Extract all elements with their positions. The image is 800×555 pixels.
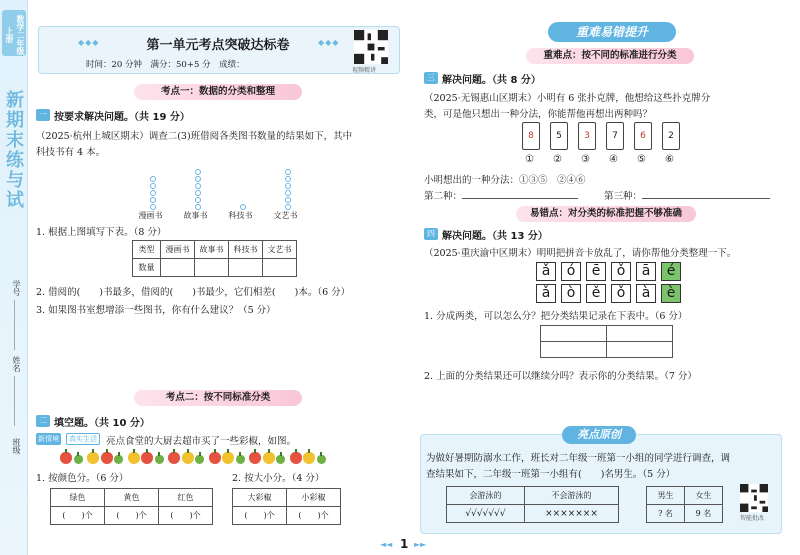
side-label-student-number: 学号: [12, 280, 21, 296]
chart-dot: [285, 190, 291, 196]
new-context-badge: 新情境: [38, 435, 59, 443]
section-1-intro-cont: 科技书有 4 本。: [36, 147, 106, 158]
side-rule: [14, 376, 15, 426]
table-header-cell: 漫画书: [161, 241, 195, 259]
pinyin-tile: ě: [586, 284, 606, 303]
table-row-label: 数量: [133, 259, 161, 277]
pinyin-tile: ē: [586, 262, 606, 281]
pepper-stem: [268, 449, 270, 453]
pepper-icon: [303, 452, 315, 464]
question-1: 1. 根据上图填写下表。（8 分）: [36, 227, 167, 238]
chart-dot: [195, 190, 201, 196]
pepper-icon: [236, 455, 245, 464]
answer-cell[interactable]: [229, 259, 263, 277]
pepper-icon: [182, 452, 194, 464]
two-category-table: [540, 325, 673, 358]
pepper-icon: [249, 452, 261, 464]
second-way-label: 第二种：: [424, 191, 463, 202]
table-header-cell: 绿色: [51, 489, 105, 507]
answer-cell[interactable]: [161, 259, 195, 277]
pepper-stem: [173, 449, 175, 453]
pepper-icon: [263, 452, 275, 464]
chart-dot: [195, 197, 201, 203]
table-header-cell: 大彩椒: [233, 489, 287, 507]
pepper-icon: [87, 452, 99, 464]
answer-line[interactable]: [642, 198, 770, 199]
pepper-stem: [133, 449, 135, 453]
table-cell: ? 名: [647, 505, 685, 523]
question-3: 3. 如果图书室想增添一些图书，你有什么建议？（5 分）: [36, 305, 276, 316]
chart-dot: [150, 197, 156, 203]
pepper-stem: [308, 449, 310, 453]
pepper-icon: [317, 455, 326, 464]
chart-category-label: 文艺书: [273, 211, 298, 220]
pepper-stem: [214, 449, 216, 453]
card-number-label: ②: [553, 154, 562, 165]
pinyin-tile: ó: [561, 262, 581, 281]
section-number-icon: 三: [424, 72, 438, 84]
chart-dot: [285, 176, 291, 182]
card-number-label: ⑤: [637, 154, 646, 165]
right-banner: 重难易错提升: [548, 22, 676, 42]
pepper-stem: [254, 449, 256, 453]
pinyin-tile-row-1: [536, 262, 686, 282]
pepper-icon: [141, 452, 153, 464]
pepper-icon: [155, 455, 164, 464]
pinyin-tile: ǎ: [536, 262, 556, 281]
table-header-cell: 不会游泳的: [525, 487, 619, 505]
card-number-label: ⑥: [665, 154, 674, 165]
table-header-cell: 红色: [159, 489, 213, 507]
answer-cell[interactable]: [541, 342, 607, 358]
pinyin-tile: ò: [561, 284, 581, 303]
pepper-icon: [128, 452, 140, 464]
highlight-text-1: 为做好暑期防溺水工作，班长对二年级一班第一小组的同学进行调查，调: [426, 453, 731, 464]
poker-card: 3: [578, 122, 596, 150]
answer-cell[interactable]: [607, 342, 673, 358]
size-table: [232, 488, 341, 525]
highlight-text-2: 查结果如下，二年级一班第一小组有( )名男生。（5 分）: [426, 469, 676, 480]
chart-dot: [285, 197, 291, 203]
answer-cell[interactable]: ( )个: [233, 507, 287, 525]
chart-dot: [150, 190, 156, 196]
answer-cell[interactable]: [607, 326, 673, 342]
section-number-icon: 二: [36, 415, 50, 427]
answer-cell[interactable]: ( )个: [105, 507, 159, 525]
third-way-label: 第三种：: [604, 191, 643, 202]
answer-cell[interactable]: ( )个: [287, 507, 341, 525]
title-decoration: ◆◆◆: [318, 38, 340, 47]
pepper-icon: [168, 452, 180, 464]
section-1-title: 按要求解决问题。（共 19 分）: [54, 112, 190, 123]
pinyin-tile: è: [661, 284, 681, 303]
pepper-icon: [222, 452, 234, 464]
card-number-label: ③: [581, 154, 590, 165]
side-label-class: 班级: [12, 438, 21, 454]
qr-code-icon[interactable]: [740, 484, 768, 512]
pepper-stem: [227, 449, 229, 453]
brand-title: 新期末练与试: [3, 90, 24, 210]
chart-dot: [195, 176, 201, 182]
focus-2-header: 易错点：对分类的标准把握不够准确: [516, 206, 696, 222]
pepper-icon: [209, 452, 221, 464]
qr-code-icon[interactable]: [354, 30, 388, 64]
answer-cell[interactable]: [195, 259, 229, 277]
answer-line[interactable]: [462, 198, 578, 199]
pepper-stem: [158, 452, 160, 456]
side-label-name: 姓名: [12, 356, 21, 372]
pepper-stem: [199, 452, 201, 456]
pepper-stem: [187, 449, 189, 453]
page-title: 第一单元考点突破达标卷: [146, 38, 290, 53]
answer-cell[interactable]: [541, 326, 607, 342]
pinyin-tile: ǒ: [611, 262, 631, 281]
pepper-stem: [106, 449, 108, 453]
pepper-stem: [280, 452, 282, 456]
poker-card-row: [522, 122, 702, 170]
table-header-cell: 故事书: [195, 241, 229, 259]
table-header-cell: 小彩椒: [287, 489, 341, 507]
chart-dot: [195, 183, 201, 189]
qr-code-label: 视频精讲: [352, 67, 377, 74]
chart-dot: [195, 169, 201, 175]
chart-category-label: 科技书: [228, 211, 253, 220]
question-color: 1. 按颜色分。（6 分）: [36, 473, 129, 484]
poker-card: 2: [662, 122, 680, 150]
pepper-icon: [60, 452, 72, 464]
pepper-icon: [74, 455, 83, 464]
table-header-cell: 科技书: [229, 241, 263, 259]
pepper-row: [60, 448, 340, 468]
brand-tab: 数学二年级上册: [2, 10, 26, 56]
chart-dot: [285, 169, 291, 175]
chart-dot: [150, 183, 156, 189]
swim-table: [446, 486, 619, 523]
pepper-stem: [118, 452, 120, 456]
card-number-label: ①: [525, 154, 534, 165]
prev-page-icon[interactable]: ◄◄: [380, 540, 393, 549]
book-dot-chart: [130, 162, 310, 222]
pinyin-tile-row-2: [536, 284, 686, 304]
pinyin-tile: é: [661, 262, 681, 281]
card-number-label: ④: [609, 154, 618, 165]
pepper-icon: [114, 455, 123, 464]
chart-dot: [150, 176, 156, 182]
table-cell: ×××××××: [525, 505, 619, 523]
answer-cell[interactable]: [263, 259, 297, 277]
table-header-cell: 文艺书: [263, 241, 297, 259]
section-4-question-2: 2. 上面的分类结果还可以继续分吗？表示你的分类结果。（7 分）: [424, 371, 697, 382]
section-1-intro: （2025·杭州上城区期末）调查二(3)班借阅各类图书数量的结果如下，其中: [36, 131, 353, 142]
answer-cell[interactable]: ( )个: [51, 507, 105, 525]
table-header-cell: 女生: [685, 487, 723, 505]
key-point-1-header: 考点一：数据的分类和整理: [134, 84, 302, 100]
pepper-icon: [276, 455, 285, 464]
pepper-stem: [65, 449, 67, 453]
qr-code-label: 智能批改: [740, 515, 765, 522]
pepper-stem: [92, 449, 94, 453]
pinyin-tile: ǒ: [611, 284, 631, 303]
highlight-title: 亮点原创: [562, 426, 636, 444]
question-size: 2. 按大小分。（4 分）: [232, 473, 325, 484]
table-header-cell: 会游泳的: [447, 487, 525, 505]
pepper-icon: [290, 452, 302, 464]
pepper-stem: [295, 449, 297, 453]
answer-cell[interactable]: ( )个: [159, 507, 213, 525]
table-header-cell: 黄色: [105, 489, 159, 507]
section-3-intro: （2025·无锡惠山区期末）小明有 6 张扑克牌，他想给这些扑克牌分: [424, 93, 711, 104]
pepper-stem: [239, 452, 241, 456]
section-2-title: 填空题。（共 10 分）: [54, 418, 150, 429]
book-count-table: [132, 240, 297, 277]
poker-card: 6: [634, 122, 652, 150]
pinyin-tile: à: [636, 284, 656, 303]
question-2: 2. 借阅的( )书最多，借阅的( )书最少，它们相差( )本。（6 分）: [36, 287, 351, 298]
section-number-icon: 一: [36, 109, 50, 121]
section-4-question-1: 1. 分成两类，可以怎么分？把分类结果记录在下表中。（6 分）: [424, 311, 688, 322]
table-cell: √√√√√√√: [447, 505, 525, 523]
chart-category-label: 故事书: [183, 211, 208, 220]
pepper-icon: [101, 452, 113, 464]
side-rule: [14, 300, 15, 350]
table-header-cell: 类型: [133, 241, 161, 259]
section-4-title: 解决问题。（共 13 分）: [442, 231, 548, 242]
section-number-icon: 四: [424, 228, 438, 240]
key-point-2-header: 考点二：按不同标准分类: [134, 390, 302, 406]
pepper-stem: [320, 452, 322, 456]
section-2-intro: 亮点食堂的大厨去超市买了一些彩椒，如图。: [106, 436, 297, 447]
pepper-stem: [146, 449, 148, 453]
exam-meta: 时间：20 分钟 满分：50+5 分 成绩：: [86, 60, 245, 70]
page-number: 1: [400, 537, 409, 551]
section-3-title: 解决问题。（共 8 分）: [442, 75, 541, 86]
table-cell: 9 名: [685, 505, 723, 523]
gender-table: [646, 486, 723, 523]
section-4-intro: （2025·重庆渝中区期末）明明把拼音卡放乱了，请你帮他分类整理一下。: [424, 248, 737, 259]
section-3-intro-cont: 类，可是他只想出一种分法，你能帮他再想出两种吗？: [424, 109, 653, 120]
chart-category-label: 漫画书: [138, 211, 163, 220]
pepper-icon: [195, 455, 204, 464]
chart-dot: [285, 183, 291, 189]
next-page-icon[interactable]: ►►: [414, 540, 427, 549]
pepper-stem: [77, 452, 79, 456]
real-life-badge: 真实生活: [66, 433, 100, 445]
section-3-example: 小明想出的一种分法：①③⑤ ②④⑥: [424, 175, 586, 186]
focus-1-header: 重难点：按不同的标准进行分类: [526, 48, 694, 64]
color-table: [50, 488, 213, 525]
pinyin-tile: ǎ: [536, 284, 556, 303]
table-header-cell: 男生: [647, 487, 685, 505]
poker-card: 7: [606, 122, 624, 150]
poker-card: 8: [522, 122, 540, 150]
title-decoration: ◆◆◆: [78, 38, 100, 47]
poker-card: 5: [550, 122, 568, 150]
pinyin-tile: ā: [636, 262, 656, 281]
